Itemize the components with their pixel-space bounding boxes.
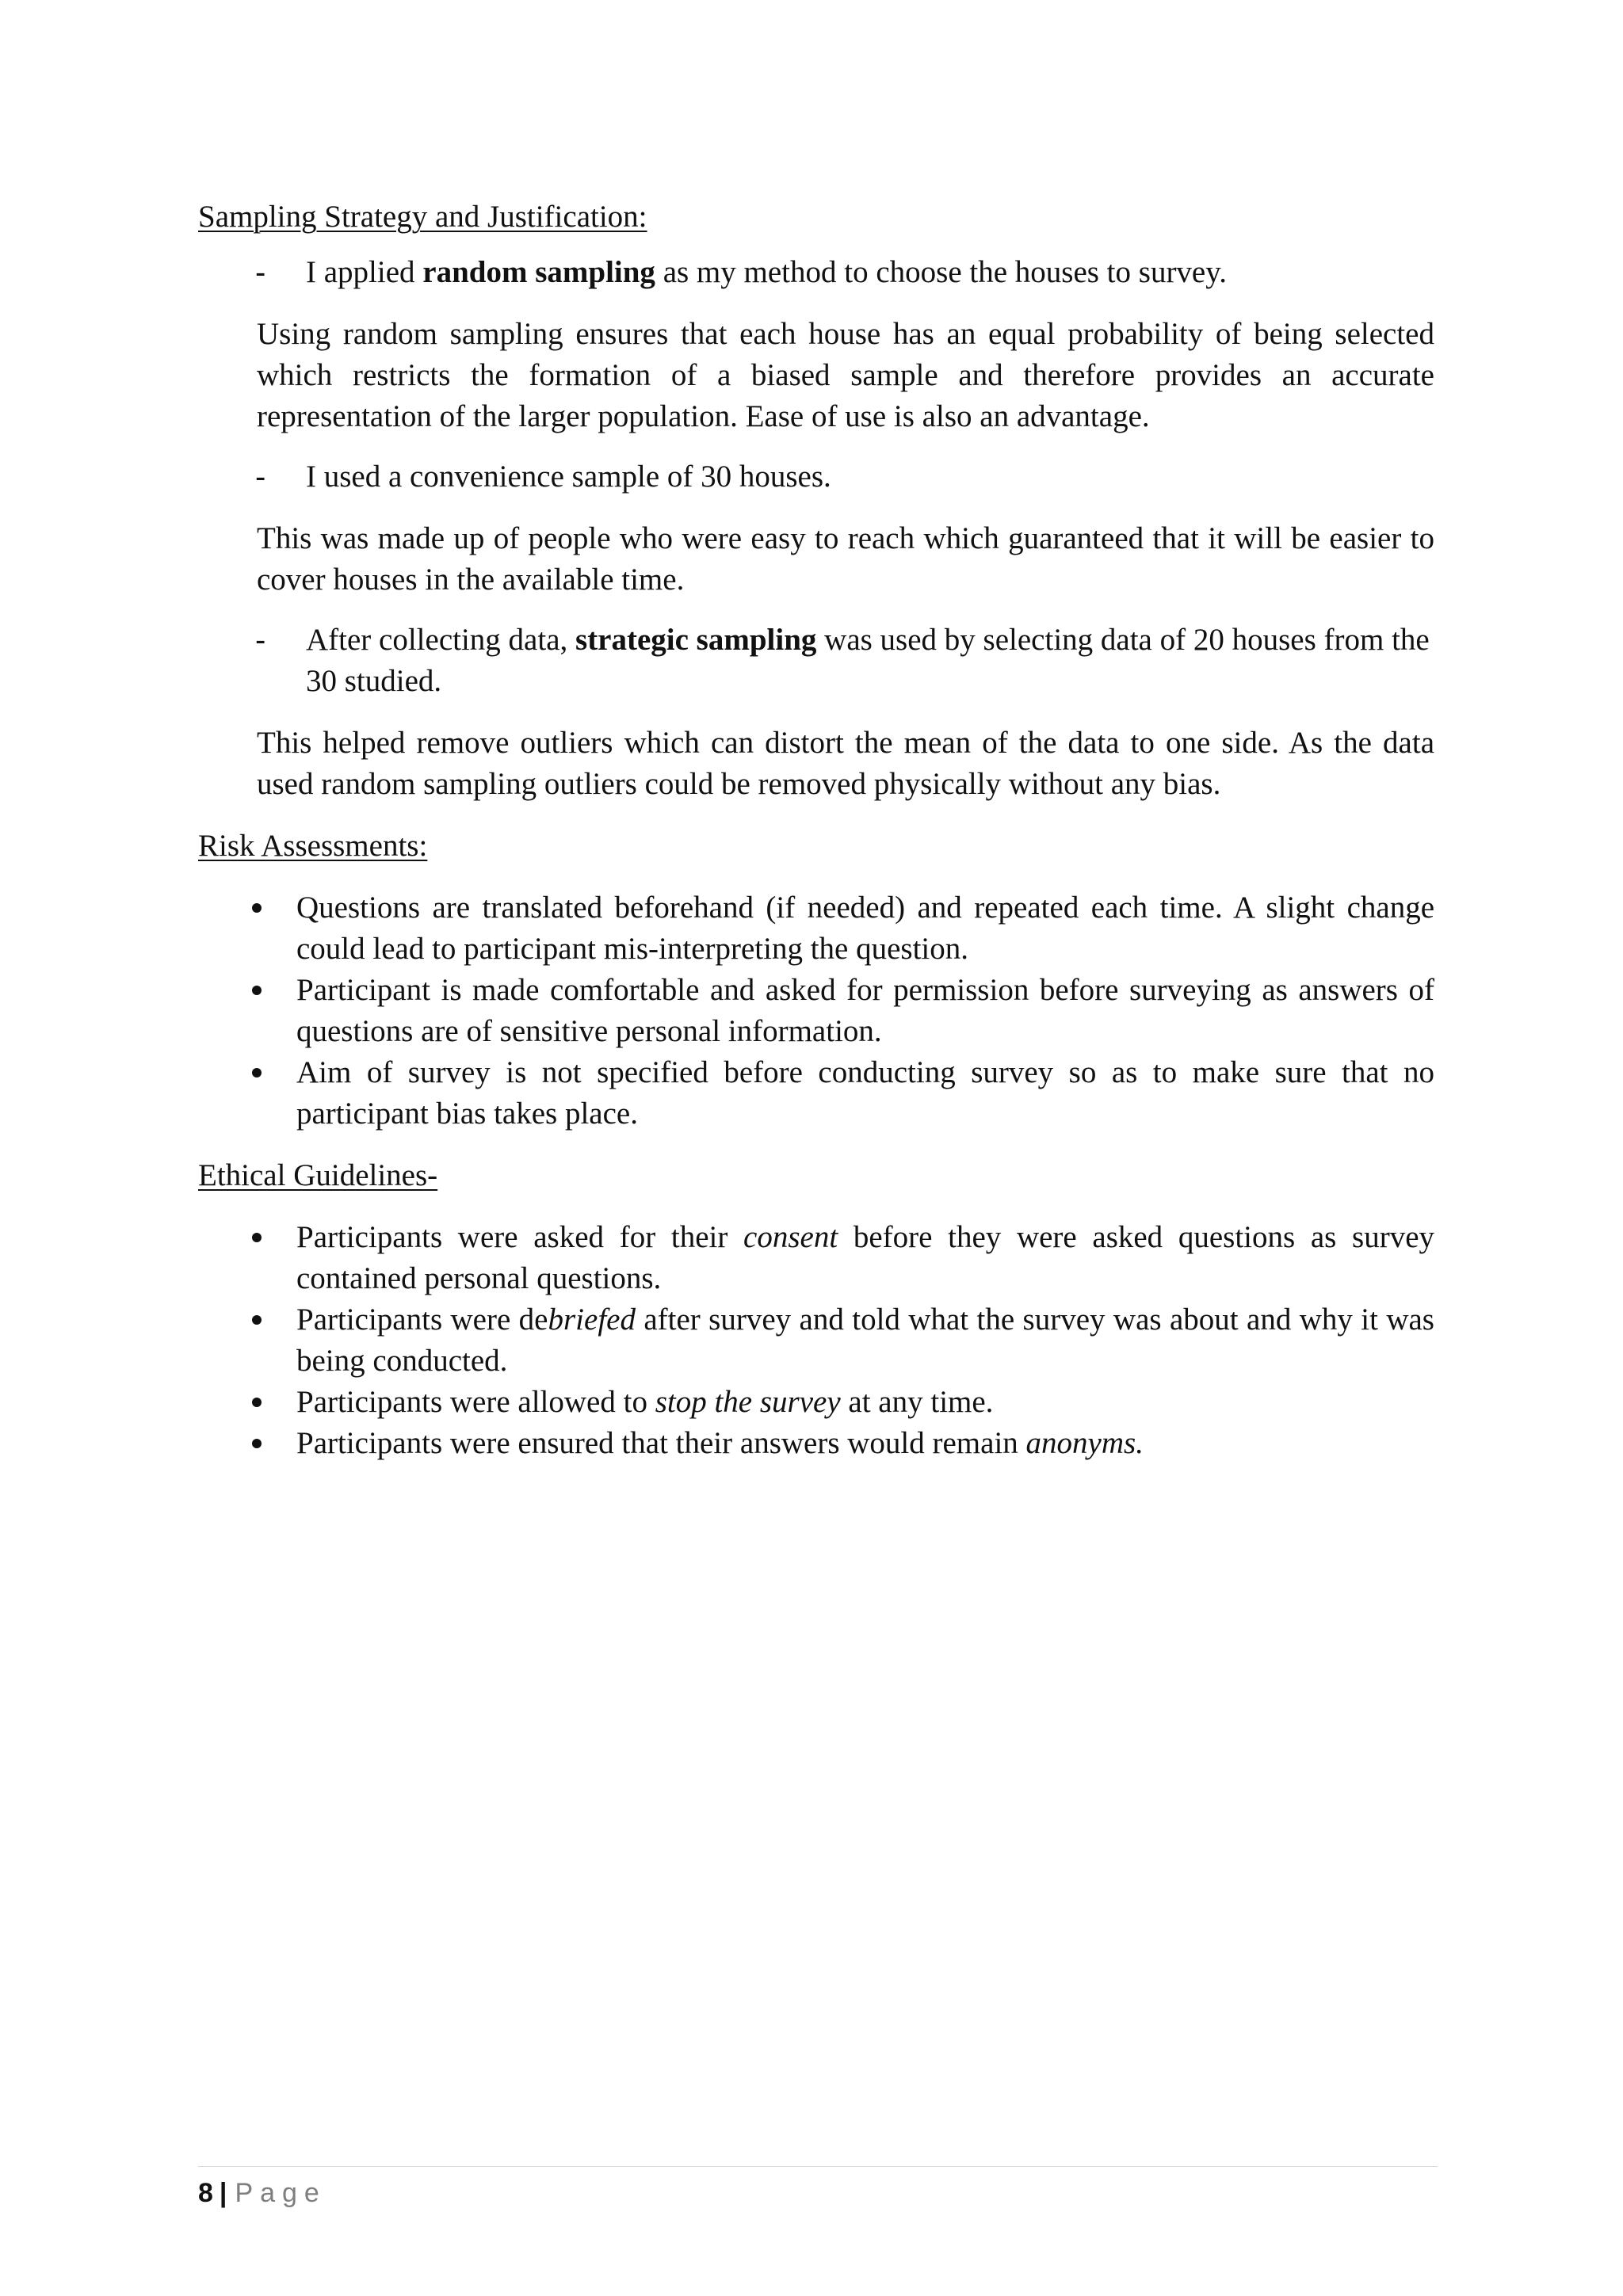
- ethical-list: [198, 1217, 1434, 1464]
- item-text-pre: I applied: [306, 255, 423, 289]
- bullet-icon: [252, 903, 262, 913]
- risk-item: [198, 970, 1434, 1052]
- sampling-item-random: [198, 252, 1434, 293]
- item-text-post: at any time.: [840, 1385, 994, 1419]
- risk-item: [198, 887, 1434, 970]
- footer-divider: [198, 2166, 1438, 2167]
- ethical-item-consent: [198, 1217, 1434, 1299]
- risk-item: [198, 1052, 1434, 1135]
- risk-item-text: Questions are translated beforehand (if needed) and repeated each time. A slight change could lead to participant mis-interpreting the question.: [296, 891, 1434, 966]
- item-text: I used a convenience sample of 30 houses.: [306, 460, 831, 494]
- item-text-post: after survey and told what the survey was about and why it was being conducted.: [296, 1302, 1434, 1378]
- item-text-bold: strategic sampling: [575, 623, 817, 657]
- page-label: Page: [235, 2178, 327, 2208]
- sampling-item-strategic: [198, 620, 1434, 702]
- item-text-pre: Participants were allowed to: [296, 1385, 655, 1419]
- risk-list: [198, 887, 1434, 1135]
- footer-separator: |: [219, 2178, 227, 2208]
- risk-item-text: Aim of survey is not specified before conducting survey so as to make sure that no participant bias takes place.: [296, 1055, 1434, 1131]
- dash-marker: -: [255, 255, 266, 290]
- item-text-italic: briefed: [548, 1302, 636, 1337]
- bullet-icon: [252, 986, 262, 995]
- item-text-post: was used by selecting data of 20 houses from the 30 studied.: [306, 623, 1430, 698]
- ethical-heading: Ethical Guidelines-: [198, 1158, 438, 1192]
- item-text-bold: random sampling: [422, 255, 655, 289]
- item-text-post: as my method to choose the houses to survey.: [655, 255, 1227, 289]
- item-text-pre: Participants were asked for their: [296, 1220, 744, 1254]
- item-text-pre: Participants were ensured that their answers would remain: [296, 1426, 1026, 1460]
- item-text-post: before they were asked questions as survey contained personal questions.: [296, 1220, 1435, 1295]
- dash-marker: -: [255, 460, 266, 494]
- page-footer: [198, 2176, 327, 2210]
- ethical-item-stop: [198, 1382, 1434, 1423]
- risk-heading: Risk Assessments:: [198, 829, 428, 863]
- sampling-paragraph-convenience: This was made up of people who were easy to reach which guaranteed that it will be easier to cover houses in the available time.: [257, 521, 1434, 597]
- bullet-icon: [252, 1315, 262, 1325]
- sampling-heading: Sampling Strategy and Justification:: [198, 200, 647, 234]
- item-text-italic: anonyms.: [1025, 1426, 1144, 1460]
- item-text-italic: stop the survey: [655, 1385, 841, 1419]
- bullet-icon: [252, 1233, 262, 1242]
- item-text-italic: consent: [743, 1220, 838, 1254]
- item-text-pre: Participants were de: [296, 1302, 548, 1337]
- sampling-paragraph-strategic: This helped remove outliers which can distort the mean of the data to one side. As the data used random sampling outliers could be removed physically without any bias.: [257, 726, 1434, 801]
- page-content: [198, 196, 1434, 1464]
- dash-marker: -: [255, 623, 266, 658]
- sampling-item-convenience: [198, 456, 1434, 498]
- sampling-paragraph-random: Using random sampling ensures that each house has an equal probability of being selected which restricts the formation of a biased sample and therefore provides an accurate representation of the larger population. Ease of use is also an advantage.: [257, 317, 1434, 433]
- bullet-icon: [252, 1398, 262, 1407]
- page-number: 8: [198, 2178, 213, 2208]
- ethical-item-debriefed: [198, 1299, 1434, 1382]
- ethical-item-anonyms: [198, 1423, 1434, 1464]
- bullet-icon: [252, 1439, 262, 1448]
- risk-item-text: Participant is made comfortable and asked for permission before surveying as answers of questions are of sensitive personal information.: [296, 973, 1434, 1048]
- item-text-pre: After collecting data,: [306, 623, 576, 657]
- bullet-icon: [252, 1068, 262, 1077]
